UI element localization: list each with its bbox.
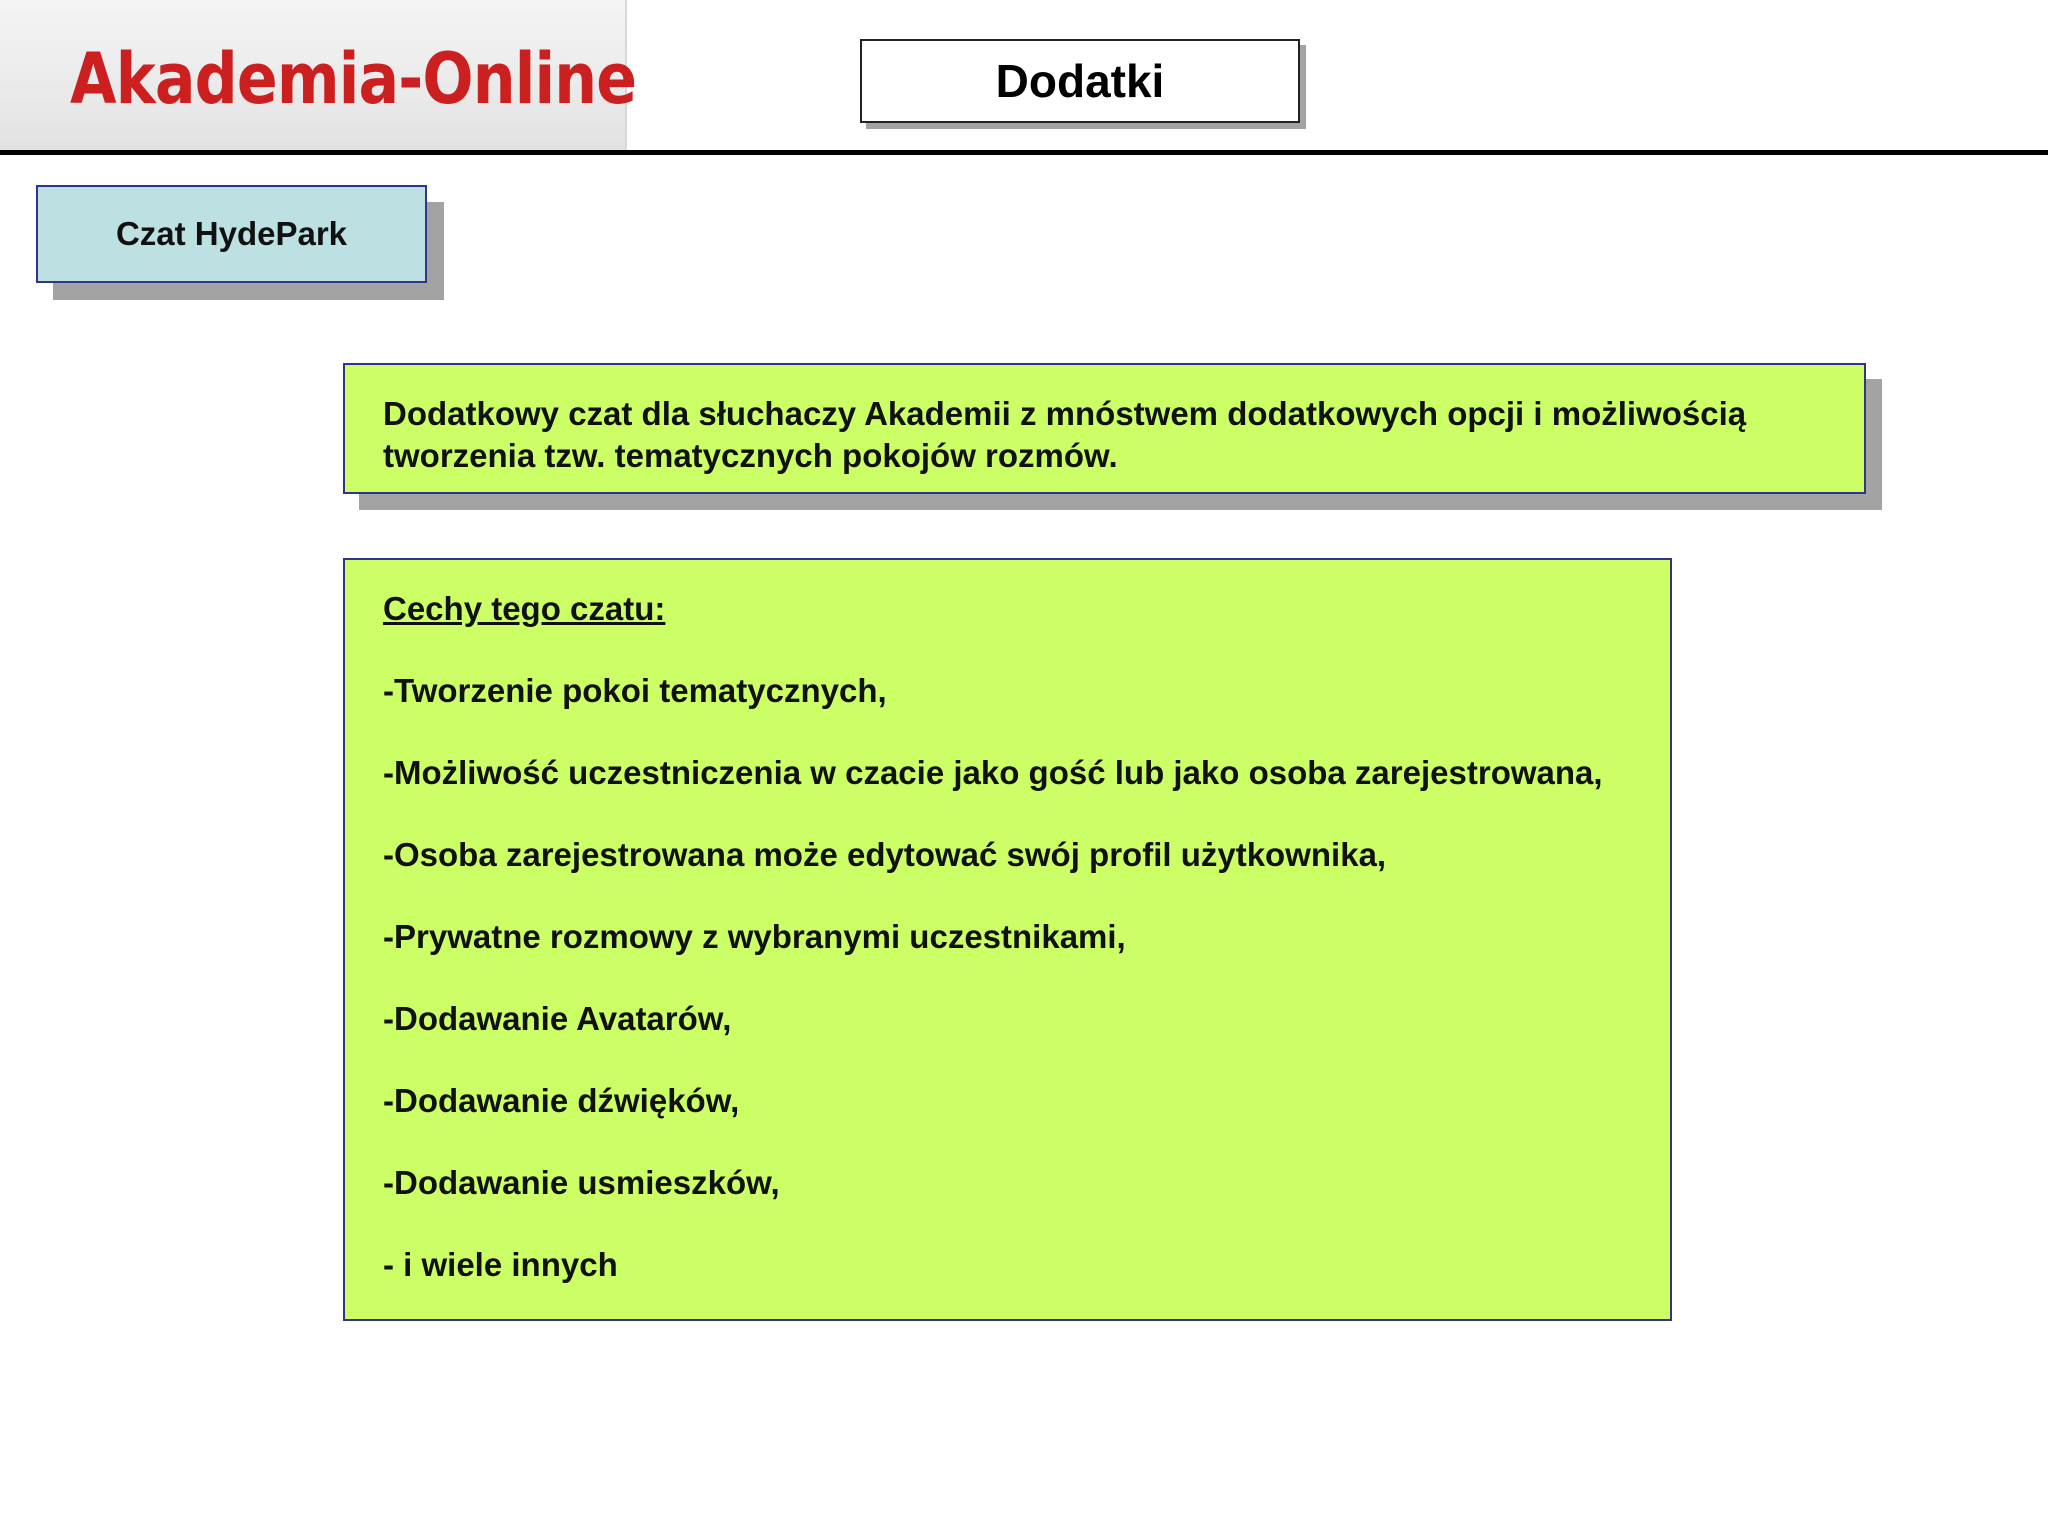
header-divider xyxy=(0,150,2048,155)
features-list xyxy=(383,670,1640,1286)
feature-item: -Dodawanie Avatarów, xyxy=(383,1000,732,1037)
page-title-box xyxy=(860,39,1300,123)
description-text: Dodatkowy czat dla słuchaczy Akademii z mnóstwem dodatkowych opcji i możliwością tworzenia tzw. tematycznych pokojów rozmów. xyxy=(383,395,1747,474)
feature-item: -Prywatne rozmowy z wybranymi uczestnikami, xyxy=(383,918,1126,955)
feature-item: -Dodawanie usmieszków, xyxy=(383,1164,780,1201)
logo-area xyxy=(0,0,637,150)
feature-item: - i wiele innych xyxy=(383,1246,618,1283)
description-panel xyxy=(343,363,1866,494)
feature-item: -Osoba zarejestrowana może edytować swój profil użytkownika, xyxy=(383,836,1387,873)
feature-item: -Możliwość uczestniczenia w czacie jako gość lub jako osoba zarejestrowana, xyxy=(383,754,1603,791)
features-heading: Cechy tego czatu: xyxy=(383,590,666,627)
page-title: Dodatki xyxy=(995,55,1165,107)
section-tag xyxy=(36,185,427,283)
logo: Akademia-Online xyxy=(70,38,637,120)
section-tag-label: Czat HydePark xyxy=(115,215,348,252)
features-panel xyxy=(343,558,1672,1321)
feature-item: -Tworzenie pokoi tematycznych, xyxy=(383,672,887,709)
feature-item: -Dodawanie dźwięków, xyxy=(383,1082,740,1119)
